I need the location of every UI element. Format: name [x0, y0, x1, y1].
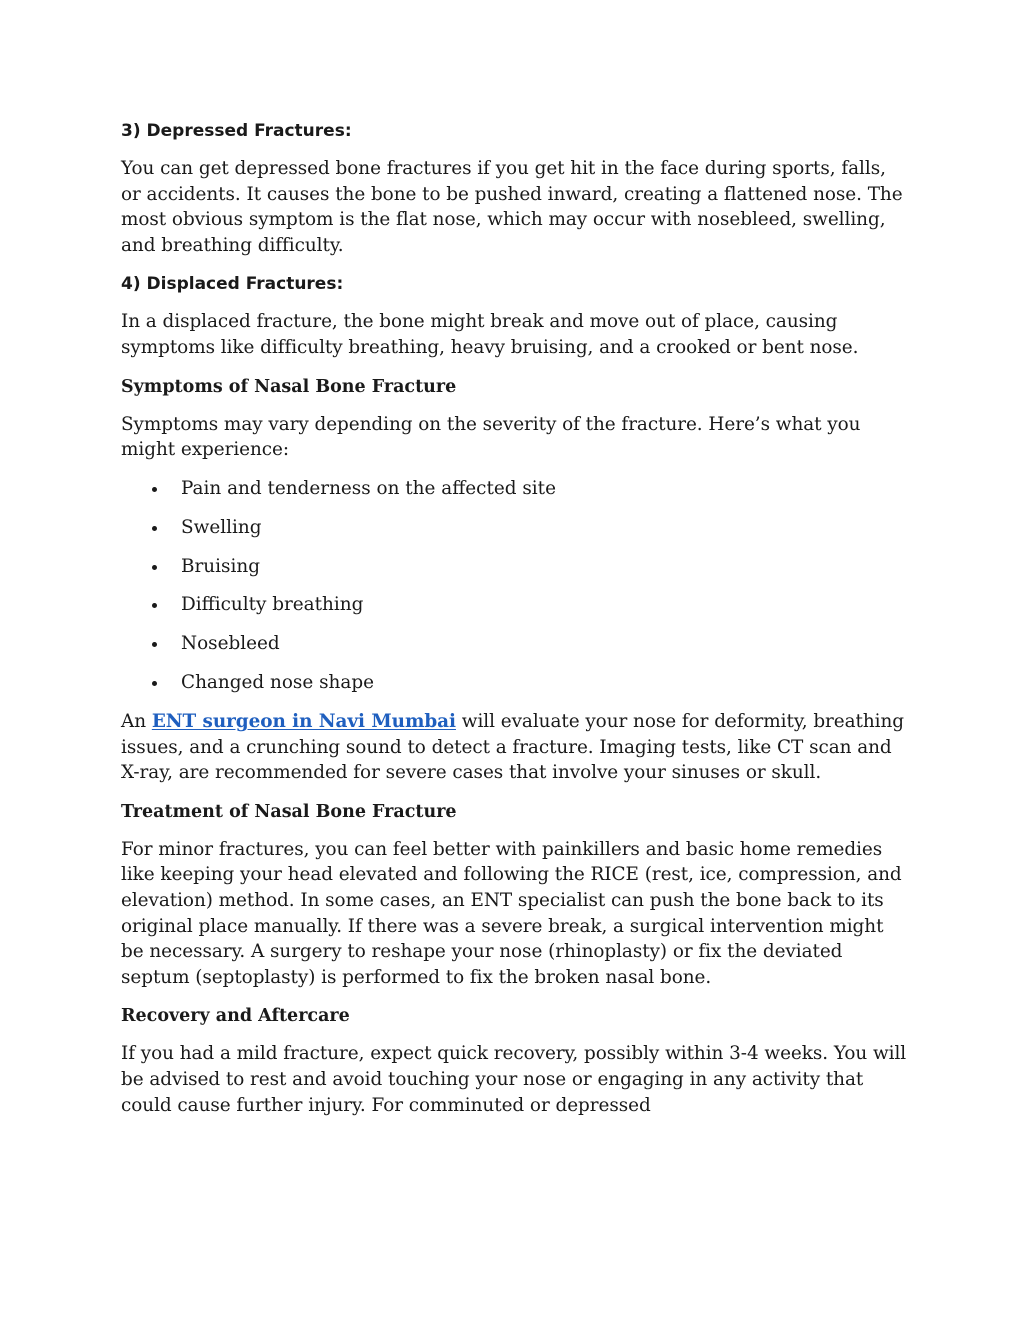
list-item: [121, 631, 911, 657]
list-item-text: Difficulty breathing: [181, 594, 364, 616]
bullet-icon: [152, 565, 157, 570]
document-page: [121, 118, 911, 1131]
list-item: [121, 670, 911, 696]
bullet-icon: [152, 681, 157, 686]
paragraph-ent-evaluation: [121, 709, 911, 786]
list-item: [121, 515, 911, 541]
bullet-icon: [152, 603, 157, 608]
list-item-text: Nosebleed: [181, 633, 280, 655]
list-item-text: Swelling: [181, 516, 262, 538]
bullet-icon: [152, 487, 157, 492]
heading-recovery: Recovery and Aftercare: [121, 1006, 350, 1027]
list-item-text: Bruising: [181, 555, 260, 577]
list-item-text: Pain and tenderness on the affected site: [181, 477, 556, 499]
paragraph-suffix: will evaluate your nose for deformity, breathing issues, and a crunching sound to detect a fracture. Imaging tests, like CT scan and X-ray, are recommended for severe cases that involve your sinuses or skull.: [121, 711, 905, 784]
list-item-text: Changed nose shape: [181, 672, 374, 694]
paragraph-recovery: If you had a mild fracture, expect quick recovery, possibly within 3-4 weeks. You will be advised to rest and avoid touching your nose or engaging in any activity that could cause further injury. For comminuted or depressed: [121, 1043, 907, 1116]
paragraph-prefix: An: [121, 711, 147, 733]
heading-treatment: Treatment of Nasal Bone Fracture: [121, 801, 457, 822]
paragraph-displaced-fractures: In a displaced fracture, the bone might break and move out of place, causing symptoms like difficulty breathing, heavy bruising, and a crooked or bent nose.: [121, 311, 859, 358]
paragraph-treatment: For minor fractures, you can feel better with painkillers and basic home remedies like keeping your head elevated and following the RICE (rest, ice, compression, and elevation) method. In some cases, an ENT specialist can push the bone back to its original place manually. If there was a severe break, a surgical intervention might be necessary. A surgery to reshape your nose (rhinoplasty) or fix the deviated septum (septoplasty) is performed to fix the broken nasal bone.: [121, 838, 902, 988]
bullet-icon: [152, 642, 157, 647]
heading-depressed-fractures: 3) Depressed Fractures:: [121, 121, 352, 141]
paragraph-symptoms-intro: Symptoms may vary depending on the severity of the fracture. Here’s what you might experience:: [121, 413, 861, 461]
list-item: [121, 476, 911, 502]
heading-displaced-fractures: 4) Displaced Fractures:: [121, 274, 344, 295]
ent-surgeon-link[interactable]: ENT surgeon in Navi Mumbai: [151, 711, 456, 733]
list-item: [121, 592, 911, 618]
list-item: [121, 554, 911, 580]
symptoms-list: [121, 476, 911, 696]
bullet-icon: [152, 526, 157, 531]
heading-symptoms: Symptoms of Nasal Bone Fracture: [121, 376, 457, 397]
paragraph-depressed-fractures: You can get depressed bone fractures if you get hit in the face during sports, falls, or accidents. It causes the bone to be pushed inward, creating a flattened nose. The most obvious symptom is the flat nose, which may occur with nosebleed, swelling, and breathing difficulty.: [121, 158, 903, 256]
